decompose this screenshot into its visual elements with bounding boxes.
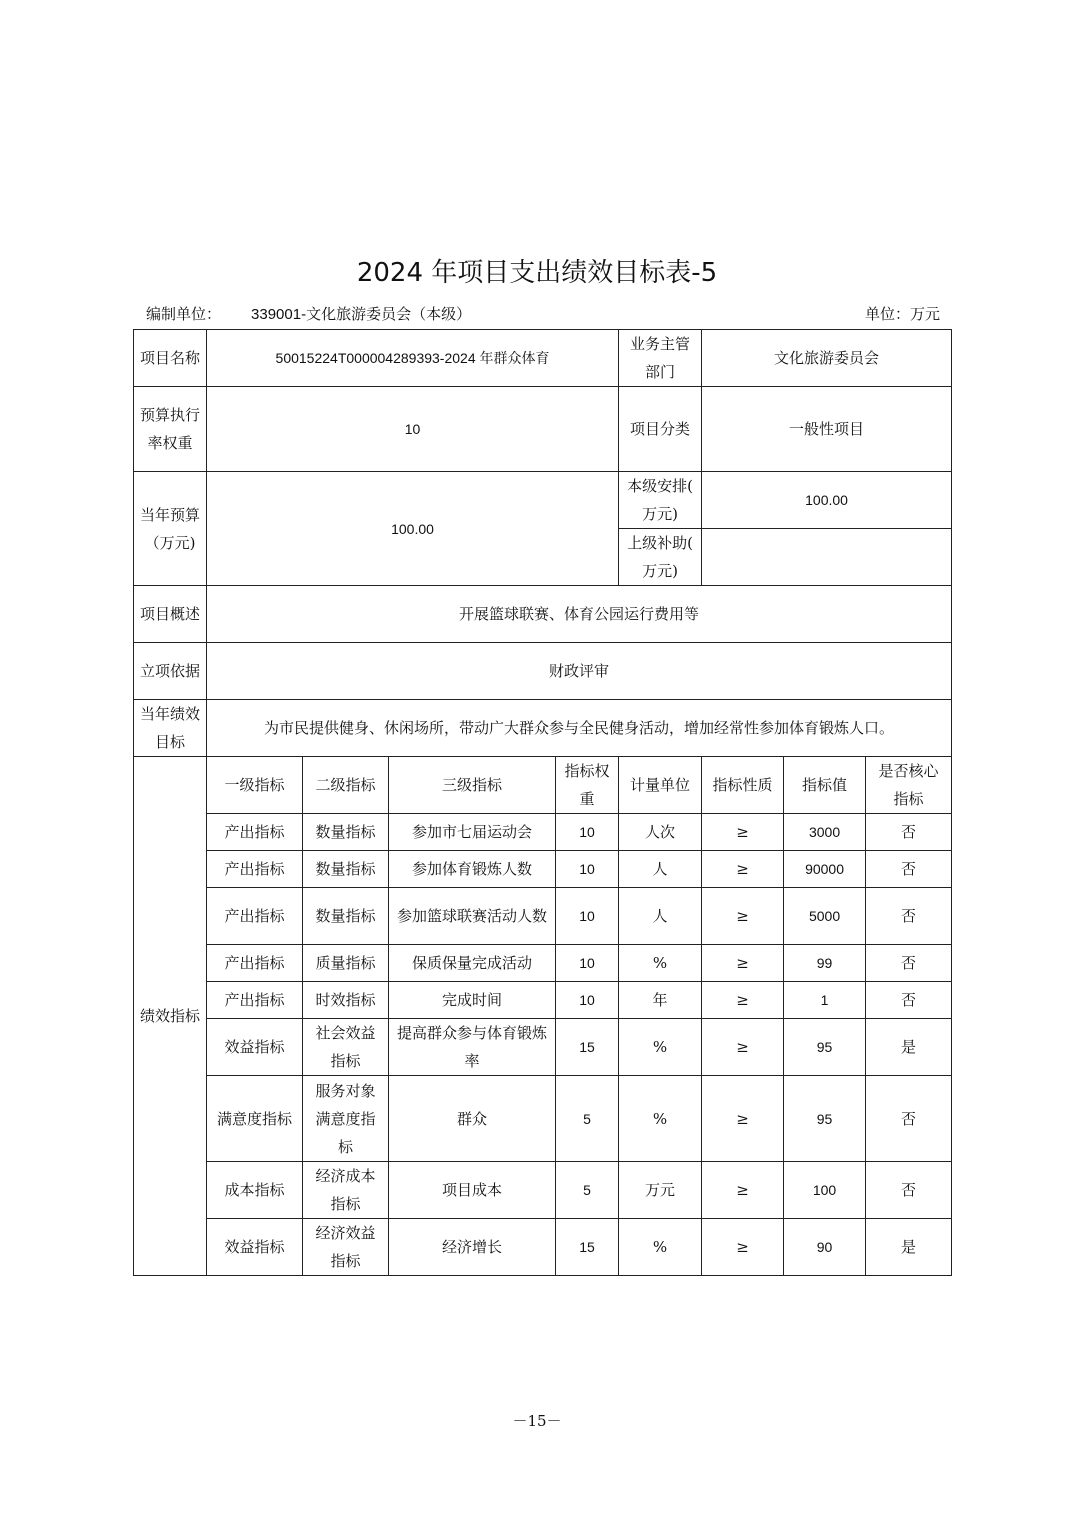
weight-cell: 10 bbox=[556, 945, 619, 982]
weight-value: 10 bbox=[207, 387, 619, 472]
level1-cell: 效益指标 bbox=[207, 1019, 303, 1076]
unit-cell: % bbox=[619, 1019, 702, 1076]
basis-value: 财政评审 bbox=[207, 643, 952, 700]
subsidy-label: 上级补助( 万元) bbox=[619, 529, 702, 586]
weight-cell: 5 bbox=[556, 1076, 619, 1162]
core-cell: 是 bbox=[866, 1019, 952, 1076]
nature-cell: ≥ bbox=[702, 888, 784, 945]
weight-label: 预算执行率权重 bbox=[134, 387, 207, 472]
unit-cell: 人 bbox=[619, 888, 702, 945]
level1-cell: 满意度指标 bbox=[207, 1076, 303, 1162]
level3-cell: 参加篮球联赛活动人数 bbox=[389, 888, 556, 945]
annual-budget-value: 100.00 bbox=[207, 472, 619, 586]
weight-cell: 15 bbox=[556, 1219, 619, 1276]
unit-cell: 万元 bbox=[619, 1162, 702, 1219]
value-cell: 95 bbox=[784, 1019, 866, 1076]
compiling-unit-value: 339001-文化旅游委员会（本级） bbox=[251, 306, 472, 323]
header-cell: 一级指标 bbox=[207, 757, 303, 814]
table-row bbox=[134, 814, 952, 851]
table-row bbox=[134, 1162, 952, 1219]
core-cell: 否 bbox=[866, 814, 952, 851]
table-row bbox=[134, 945, 952, 982]
level1-cell: 产出指标 bbox=[207, 814, 303, 851]
unit-cell: % bbox=[619, 1219, 702, 1276]
nature-cell: ≥ bbox=[702, 1076, 784, 1162]
unit-cell: 年 bbox=[619, 982, 702, 1019]
level1-cell: 效益指标 bbox=[207, 1219, 303, 1276]
weight-cell: 10 bbox=[556, 851, 619, 888]
value-cell: 90 bbox=[784, 1219, 866, 1276]
value-cell: 90000 bbox=[784, 851, 866, 888]
summary-value: 开展篮球联赛、体育公园运行费用等 bbox=[207, 586, 952, 643]
nature-cell: ≥ bbox=[702, 814, 784, 851]
header-cell: 二级指标 bbox=[303, 757, 389, 814]
department-value: 文化旅游委员会 bbox=[702, 330, 952, 387]
weight-cell: 10 bbox=[556, 888, 619, 945]
level2-cell: 数量指标 bbox=[303, 814, 389, 851]
annual-budget-label: 当年预算（万元) bbox=[134, 472, 207, 586]
level2-cell: 数量指标 bbox=[303, 851, 389, 888]
compiling-unit bbox=[146, 303, 471, 324]
level2-cell: 服务对象满意度指标 bbox=[303, 1076, 389, 1162]
table-row bbox=[134, 982, 952, 1019]
weight-cell: 15 bbox=[556, 1019, 619, 1076]
core-cell: 否 bbox=[866, 1076, 952, 1162]
unit-cell: % bbox=[619, 945, 702, 982]
header-cell: 指标性质 bbox=[702, 757, 784, 814]
level3-cell: 提高群众参与体育锻炼率 bbox=[389, 1019, 556, 1076]
nature-cell: ≥ bbox=[702, 982, 784, 1019]
level2-cell: 质量指标 bbox=[303, 945, 389, 982]
subsidy-value bbox=[702, 529, 952, 586]
compiling-unit-label: 编制单位： bbox=[146, 305, 222, 323]
project-name-value: 50015224T000004289393-2024 年群众体育 bbox=[207, 330, 619, 387]
core-cell: 否 bbox=[866, 982, 952, 1019]
level2-cell: 经济成本指标 bbox=[303, 1162, 389, 1219]
level2-cell: 经济效益指标 bbox=[303, 1219, 389, 1276]
header-cell: 指标值 bbox=[784, 757, 866, 814]
unit-cell: 人次 bbox=[619, 814, 702, 851]
value-cell: 5000 bbox=[784, 888, 866, 945]
value-cell: 95 bbox=[784, 1076, 866, 1162]
performance-target-table bbox=[133, 329, 952, 1276]
table-row bbox=[134, 1219, 952, 1276]
indicator-header-row bbox=[134, 757, 952, 814]
weight-cell: 10 bbox=[556, 982, 619, 1019]
core-cell: 否 bbox=[866, 945, 952, 982]
project-name-label: 项目名称 bbox=[134, 330, 207, 387]
page-title: 2024 年项目支出绩效目标表-5 bbox=[356, 258, 718, 288]
core-cell: 否 bbox=[866, 1162, 952, 1219]
nature-cell: ≥ bbox=[702, 1219, 784, 1276]
basis-label: 立项依据 bbox=[134, 643, 207, 700]
level3-cell: 参加体育锻炼人数 bbox=[389, 851, 556, 888]
table-row bbox=[134, 1019, 952, 1076]
goal-value: 为市民提供健身、休闲场所，带动广大群众参与全民健身活动，增加经常性参加体育锻炼人口。 bbox=[207, 700, 952, 757]
table-row bbox=[134, 1076, 952, 1162]
level3-cell: 经济增长 bbox=[389, 1219, 556, 1276]
unit-cell: % bbox=[619, 1076, 702, 1162]
header-cell: 指标权重 bbox=[556, 757, 619, 814]
level2-cell: 数量指标 bbox=[303, 888, 389, 945]
nature-cell: ≥ bbox=[702, 1019, 784, 1076]
level1-cell: 产出指标 bbox=[207, 851, 303, 888]
nature-cell: ≥ bbox=[702, 1162, 784, 1219]
value-cell: 1 bbox=[784, 982, 866, 1019]
goal-label: 当年绩效目标 bbox=[134, 700, 207, 757]
level3-cell: 完成时间 bbox=[389, 982, 556, 1019]
level3-cell: 群众 bbox=[389, 1076, 556, 1162]
value-cell: 99 bbox=[784, 945, 866, 982]
nature-cell: ≥ bbox=[702, 851, 784, 888]
nature-cell: ≥ bbox=[702, 945, 784, 982]
local-arrangement-value: 100.00 bbox=[702, 472, 952, 529]
category-label: 项目分类 bbox=[619, 387, 702, 472]
header-cell: 是否核心指标 bbox=[866, 757, 952, 814]
page-number: －15－ bbox=[512, 1412, 562, 1430]
header-cell: 三级指标 bbox=[389, 757, 556, 814]
table-row bbox=[134, 888, 952, 945]
level3-cell: 项目成本 bbox=[389, 1162, 556, 1219]
indicators-section-label: 绩效指标 bbox=[134, 757, 207, 1276]
level1-cell: 产出指标 bbox=[207, 945, 303, 982]
level1-cell: 成本指标 bbox=[207, 1162, 303, 1219]
level3-cell: 保质保量完成活动 bbox=[389, 945, 556, 982]
summary-label: 项目概述 bbox=[134, 586, 207, 643]
level3-cell: 参加市七届运动会 bbox=[389, 814, 556, 851]
level1-cell: 产出指标 bbox=[207, 888, 303, 945]
currency-unit: 单位：万元 bbox=[864, 305, 940, 323]
core-cell: 否 bbox=[866, 851, 952, 888]
level2-cell: 时效指标 bbox=[303, 982, 389, 1019]
local-arrangement-label: 本级安排( 万元) bbox=[619, 472, 702, 529]
level2-cell: 社会效益指标 bbox=[303, 1019, 389, 1076]
level1-cell: 产出指标 bbox=[207, 982, 303, 1019]
core-cell: 是 bbox=[866, 1219, 952, 1276]
table-row bbox=[134, 851, 952, 888]
weight-cell: 5 bbox=[556, 1162, 619, 1219]
core-cell: 否 bbox=[866, 888, 952, 945]
department-label: 业务主管部门 bbox=[619, 330, 702, 387]
unit-cell: 人 bbox=[619, 851, 702, 888]
value-cell: 100 bbox=[784, 1162, 866, 1219]
value-cell: 3000 bbox=[784, 814, 866, 851]
category-value: 一般性项目 bbox=[702, 387, 952, 472]
weight-cell: 10 bbox=[556, 814, 619, 851]
header-cell: 计量单位 bbox=[619, 757, 702, 814]
